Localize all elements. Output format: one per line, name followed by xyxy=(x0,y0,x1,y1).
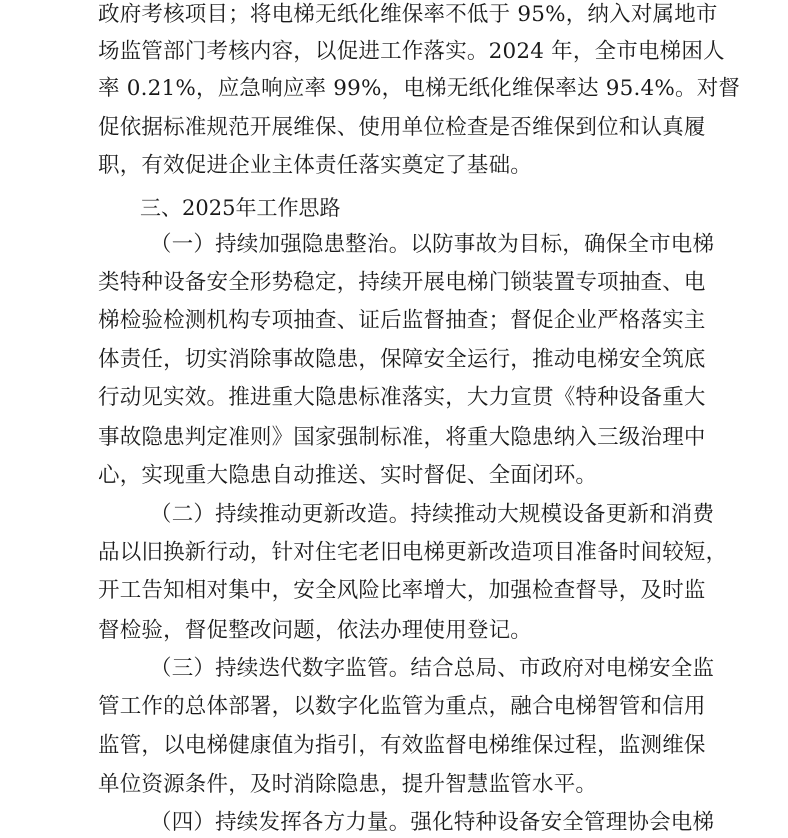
paragraph-first-line: （二）持续推动更新改造。持续推动大规模设备更新和消费 xyxy=(150,502,715,527)
text-line: 率 0.21%，应急响应率 99%，电梯无纸化维保率达 95.4%。对督 xyxy=(98,76,741,101)
paragraph-first-line: （四）持续发挥各方力量。强化特种设备安全管理协会电梯 xyxy=(150,810,715,835)
text-line: 监管，以电梯健康值为指引，有效监督电梯维保过程，监测维保 xyxy=(98,733,706,758)
text-line: 梯检验检测机构专项抽查、证后监督抽查；督促企业严格落实主 xyxy=(98,308,706,333)
paragraph-first-line: （三）持续迭代数字监管。结合总局、市政府对电梯安全监 xyxy=(150,656,715,681)
text-line: 单位资源条件，及时消除隐患，提升智慧监管水平。 xyxy=(98,772,598,797)
section-heading: 三、2025年工作思路 xyxy=(140,196,341,220)
text-line: 场监管部门考核内容，以促进工作落实。2024 年，全市电梯困人 xyxy=(98,39,725,64)
text-line: 政府考核项目；将电梯无纸化维保率不低于 95%，纳入对属地市 xyxy=(98,2,718,27)
text-line: 类特种设备安全形势稳定，持续开展电梯门锁装置专项抽查、电 xyxy=(98,270,706,295)
paragraph-first-line: （一）持续加强隐患整治。以防事故为目标，确保全市电梯 xyxy=(150,232,715,257)
text-line: 督检验，督促整改问题，依法办理使用登记。 xyxy=(98,618,533,643)
text-line: 开工告知相对集中，安全风险比率增大，加强检查督导，及时监 xyxy=(98,578,706,603)
text-line: 管工作的总体部署，以数字化监管为重点，融合电梯智管和信用 xyxy=(98,694,706,719)
text-line: 行动见实效。推进重大隐患标准落实，大力宣贯《特种设备重大 xyxy=(98,385,706,410)
text-line: 事故隐患判定准则》国家强制标准，将重大隐患纳入三级治理中 xyxy=(98,425,706,450)
text-line: 品以旧换新行动，针对住宅老旧电梯更新改造项目准备时间较短， xyxy=(98,540,728,565)
text-line: 促依据标准规范开展维保、使用单位检查是否维保到位和认真履 xyxy=(98,115,706,140)
text-line: 职，有效促进企业主体责任落实奠定了基础。 xyxy=(98,153,533,178)
text-line: 体责任，切实消除事故隐患，保障安全运行，推动电梯安全筑底 xyxy=(98,347,706,372)
text-line: 心，实现重大隐患自动推送、实时督促、全面闭环。 xyxy=(98,463,598,488)
